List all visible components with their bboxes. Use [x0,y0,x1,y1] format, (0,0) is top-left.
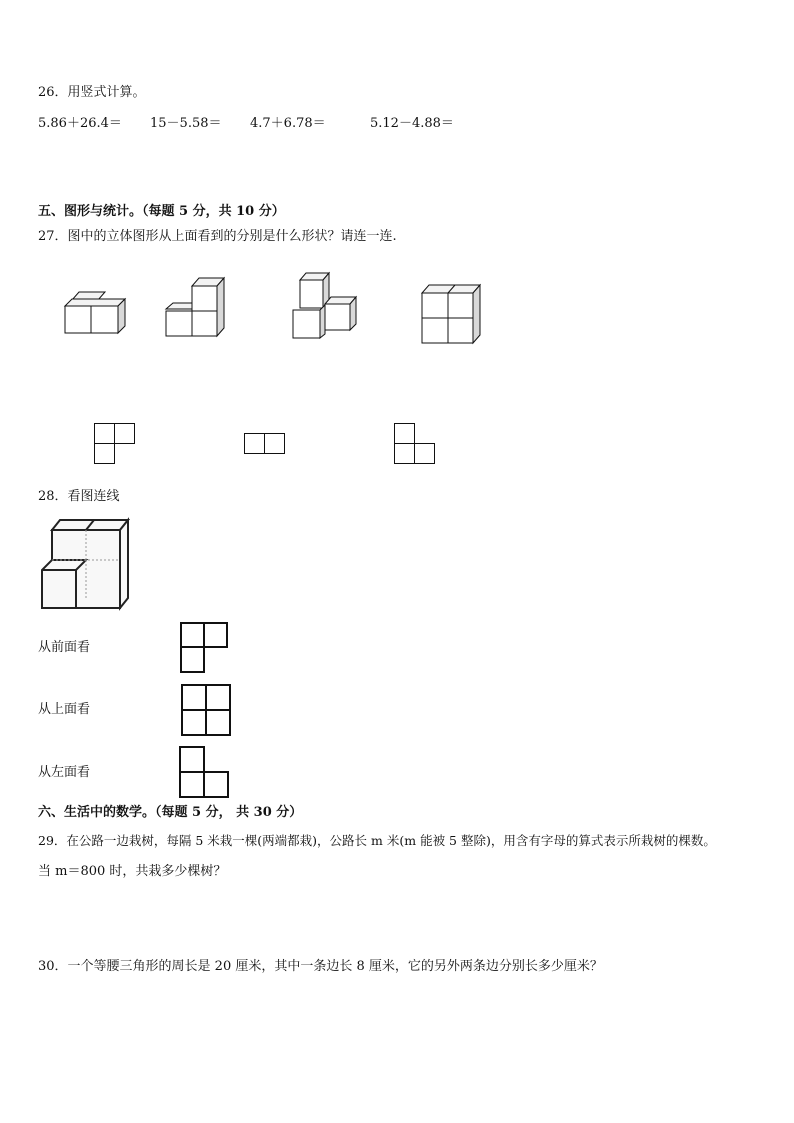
q28-view-b [181,684,231,736]
q28-view-a [180,622,228,674]
q29-line2: 当 m＝800 时，共栽多少棵树？ [38,864,227,879]
q27-solid-3 [292,272,362,340]
q26-expr-4: 5.12－4.88＝ [370,116,454,131]
q27-solid-4 [421,283,483,345]
q27-view-b [244,433,286,455]
q26-expr-3: 4.7＋6.78＝ [250,116,326,131]
q27-view-c [394,423,436,465]
q27-solid-2 [165,276,227,338]
q27-solid-1 [64,290,134,336]
q27-view-a [94,423,136,465]
q28-title: 28．看图连线 [38,489,120,504]
q26-expr-1: 5.86＋26.4＝ [38,116,122,131]
q28-label-left: 从左面看 [38,765,91,780]
q29-line1: 29．在公路一边栽树，每隔 5 米栽一棵(两端都栽)，公路长 m 米(m 能被 5 整除)，用含有字母的算式表示所栽树的棵数。 [38,833,716,848]
q30-text: 30．一个等腰三角形的周长是 20 厘米，其中一条边长 8 厘米，它的另外两条边分别长多少厘米？ [38,959,603,974]
q27-title: 27．图中的立体图形从上面看到的分别是什么形状？请连一连. [38,229,397,244]
q26-expr-2: 15－5.58＝ [150,116,222,131]
section-5-heading: 五、图形与统计。（每题 5 分，共 10 分） [38,204,285,219]
q26-title: 26．用竖式计算。 [38,85,146,100]
q28-solid [38,514,134,612]
q28-label-front: 从前面看 [38,640,91,655]
q28-view-c [179,746,229,798]
section-6-heading: 六、生活中的数学。（每题 5 分， 共 30 分） [38,805,303,820]
q28-label-top: 从上面看 [38,702,91,717]
